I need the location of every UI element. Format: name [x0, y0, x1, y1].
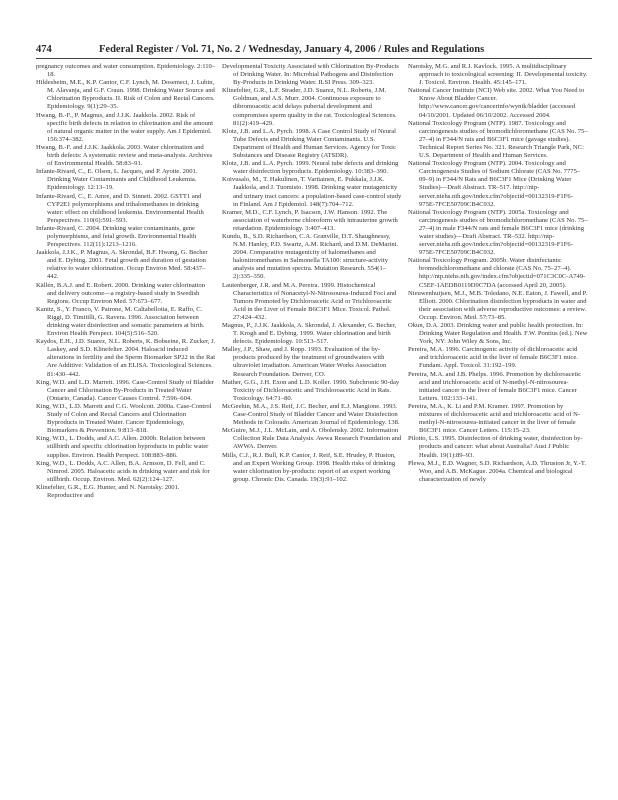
page-header — [36, 44, 591, 58]
reference-entry: Klotz, J.B. and L.A. Pyrch. 1999. Neural tube defects and drinking water disinfection byproducts. Epidemiology. 10:383–390. — [222, 160, 399, 176]
reference-entry: Okun, D.A. 2003. Drinking water and public health protection. In: Drinking Water Regulation and Health. F.W. Pontius (ed.). New York, NY: John Wiley & Sons, Inc. — [408, 322, 588, 346]
reference-entry: pregnancy outcomes and water consumption. Epidemiology. 2:110–18. — [36, 63, 216, 79]
reference-entry: Nieuwenhuijsen, M.J., M.B. Toledano, N.E. Eaton, J. Fawell, and P. Elliott. 2000. Chlorination disinfection byproducts in water and their association with adverse reproductive outcomes: a review. Occup. Environ. Med. 57:73–85. — [408, 289, 588, 321]
reference-entry: Pereira, M.A., K. Li and P.M. Kramer. 1997. Promotion by mixtures of dichloroacetic acid and trichloroacetic acid of N-methyl-N-nitrosourea-initiated cancer in the liver of female B6C3F1 mice. Cancer Letters. 115:15–23. — [408, 402, 581, 435]
reference-entry: Kundu, B., S.D. Richardson, C.A. Granville, D.T. Shaughnessy, N.M. Hanley, P.D. Swartz, A.M. Richard, and D.M. DeMarini. 2004. Comparative mutagenicity of halomethanes and halonitromethanes in Salmonella TA100: structure-activity analysis and mutation spectra. Mutation Research. 554(1–2):335–350. — [222, 232, 399, 281]
header-rule — [36, 58, 592, 59]
reference-entry: Malley, J.P., Shaw, and J. Ropp. 1993. Evaluation of the by-products produced by the treatment of groundwaters with ultraviolet irradiation. American Water Works Association Research Foundation. Denver, CO. — [222, 346, 387, 378]
reference-entry: Mills, C.J., R.J. Bull, K.P. Cantor, J. Reif, S.E. Hrudey, P. Huston, and an Expert Working Group. 1998. Health risks of drinking water chlorination by-products: report of an expert working group. Chronic Dis. Canada. 19(3):91–102. — [222, 451, 396, 483]
reference-entry: Developmental Toxicity Associated with Chlorination By-Products of Drinking Water. In: Microbial Pathogens and Disinfection By-Products in Drinking Water. ILSI Press. 309–323. — [222, 63, 399, 87]
reference-entry: Infante-Rivard, C., E. Olson, L. Jacques, and P. Ayotte. 2001. Drinking Water Contaminants and Childhood Leukemia. Epidemiology. 12:13–19. — [36, 168, 198, 192]
reference-entry: Infante-Rivard, C., E. Amre, and D. Sinnett. 2002. GSTT1 and CYP2E1 polymorphisms and trihalomethanes in drinking water: effect on childhood leukemia. Environmental Health Perspectives. 110(6):591–593. — [36, 192, 204, 224]
reference-entry: National Cancer Institute (NCI) Web site. 2002. What You Need to Know About Bladder Cancer. http://www.cancer.gov/cancerinfo/wyntk/bladder (accessed 04/10/2001. Updated 06/10/2002. Accessed 2004. — [408, 87, 585, 119]
reference-entry: Pilotto, L.S. 1995. Disinfection of drinking water, disinfection by-products and cancer: what about Australia? Aust J Public Health. 19(1):89–93. — [408, 435, 583, 459]
reference-entry: Narotsky, M.G. and R.J. Kavlock. 1995. A multidisciplinary approach to toxicological screening: II. Developmental toxicity. J. Toxicol. Environ. Health. 45:145–171. — [408, 63, 588, 87]
reference-entry: National Toxicology Program (NTP). 2004. Toxicology and Carcinogenesis Studies of Sodium Chlorate (CAS No. 7775–09–9) in F344/N Rats and B6C3F1 Mice (Drinking Water Studies)—Draft Abstract. TR–517. http://ntp-server.niehs.nih.gov/index.cfm?objectid=00132319-F1F6-975E-7FCE50709CB4C932. — [408, 160, 581, 208]
reference-entry: National Toxicology Program. 2005b. Water disinfectants: bromodichloromethane and chlorate (CAS No. 75–27–4). http://ntp.niehs.nih.gov/index.cfm?objectid=071C3C0C-A749-C5EF-1AEDB0119D9C7DA (accessed April 20, 2005). — [408, 257, 586, 289]
reference-entry: McGeehin, M.A., J.S. Reif, J.C. Becher, and E.J. Mangione. 1993. Case-Control Study of Bladder Cancer and Water Disinfection Methods in Colorado. American Journal of Epidemiology. 138. — [222, 402, 400, 427]
reference-entry: King, W.D., L. Dodds, and A.C. Allen. 2000b. Relation between stillbirth and specific chlorination byproducts in public water supplies. Environ. Health Perspect. 108:883–886. — [36, 435, 209, 459]
reference-entry: Hwang, B.-F., P. Magnus, and J.J.K. Jaakkola. 2002. Risk of specific birth defects in relation to chlorination and the amount of natural organic matter in the water supply. Am J Epidemiol. 156:374–382. — [36, 111, 214, 143]
reference-entry: King, W.D., L. Dodds, A.C. Allen, B.A. Armson, D. Fell, and C. Nimrod. 2005. Haloacetic acids in drinking water and risk for stillbirth. Occup. Environ. Med. 62(2):124–127. — [36, 459, 210, 483]
reference-entry: Pereira, M.A. 1996. Carcinogenic activity of dichloroacetic acid and trichloroacetic acid in the liver of female B6C3F1 mice. Fundam. Appl. Toxicol. 31:192–199. — [408, 346, 578, 370]
reference-entry: Källén, B.A.J. and E. Robert. 2000. Drinking water chlorination and delivery outcome—a registry-based study in Swedish Regions. Occup Environ Med. 57:673–677. — [36, 281, 206, 305]
reference-entry: McGuire, M.J., J.L. McLain, and A. Obolensky. 2002. Information Collection Rule Data Analysis. Awwa Research Foundation and AWWA. Denver. — [222, 427, 402, 451]
reference-entry: Lautenberger, J.R. and M.A. Pereira. 1999. Histochemical Characteristics of Nonacetyl-N-Nitrosourea-Induced Foci and Tumors Promoted by Dichloroacetic Acid or Trichloroacetic Acid in the Liver of Female B6C3F1 Mice. Toxicol. Pathol. 27:424–432. — [222, 281, 397, 321]
reference-entry: National Toxicology Program (NTP). 2005a. Toxicology and carcinogenesis studies of bromodichloromethane (CAS No. 75–27–4) in male F344/N rats and female B6C3F1 mice (drinking water studies)—Draft Abstract. TR–532. http://ntp-server.niehs.nih.gov/index.cfm?objectid=00132319-F1F6-975E-7FCE50709CB4C932. — [408, 208, 588, 257]
reference-entry: Pereira, M.A. and J.B. Phelps. 1996. Promotion by dichloroacetic acid and trichloroacetic acid of N-methyl-N-nitrosourea-initiated cancer in the liver of female B6C3F1 mice. Cancer Letters. 102:133–141. — [408, 370, 582, 402]
reference-entry: Plewa, M.J., E.D. Wagner, S.D. Richardson, A.D. Thruston Jr, Y.-T. Woo, and A.B. McKague. 2004a. Chemical and biological characterization of newly — [408, 459, 587, 483]
reference-entry: Kramer, M.D., C.F. Lynch, P. Isacson, J.W. Hanson. 1992. The association of waterborne chloroform with intrauterine growth retardation. Epidemiology. 3:407–413. — [222, 208, 398, 232]
reference-entry: Klinefelter, G.R., L.F. Strader, J.D. Suarez, N.L. Roberts, J.M. Goldman, and A.S. Murr. 2004. Continuous exposure to dibromoacetic acid delays pubertal development and compromises sperm quality in the rat. Toxicological Sciences. 81(2):419–429. — [222, 87, 397, 127]
reference-entry: Hildesheim, M.E., K.P. Cantor, C.F. Lynch, M. Dosemeci, J. Lubin, M. Alavanja, and G.F. Craun. 1998. Drinking Water Source and Chlorination Byproducts. II. Risk of Colon and Rectal Cancers. Epidemiology. 9(1):29–35. — [36, 79, 215, 111]
running-title: Federal Register / Vol. 71, No. 2 / Wednesday, January 4, 2006 / Rules and Regulations — [99, 44, 485, 55]
reference-entry: King, W.D. and L.D. Marrett. 1996. Case-Control Study of Bladder Cancer and Chlorination By-Products in Treated Water (Ontario, Canada). Cancer Causes Control. 7:596–604. — [36, 378, 215, 402]
reference-entry: Koivusalo, M., T. Hakulinen, T. Vartiainen, E. Pukkala, J.J.K. Jaakkola, and J. Tuomisto. 1998. Drinking water mutagenicity and urinary tract cancers: a population-based case-control study in Finland. Am J Epidemiol. 148(7):704–712. — [222, 176, 402, 208]
references-column-1 — [36, 63, 216, 778]
reference-entry: Infante-Rivard, C. 2004. Drinking water contaminants, gene polymorphisms, and fetal growth. Environmental Health Perspectives. 112(11):1213–1216. — [36, 224, 197, 249]
reference-entry: Kaydos, E.H., J.D. Suarez, N.L. Roberts, K. Bobseine, R. Zucker, J. Laskey, and S.D. Klinefelter. 2004. Haloacid induced alterations in fertility and the Sperm Biomarker SP22 in the Rat Are Additive: Validation of an ELISA. Toxicological Sciences. 81:430–442. — [36, 338, 216, 378]
reference-entry: King, W.D., L.D. Marrett and C.G. Woolcott. 2000a. Case-Control Study of Colon and Rectal Cancers and Chlorination Byproducts in Treated Water. Cancer Epidemiology, Biomarkers & Prevention. 9:813–818. — [36, 402, 212, 435]
references-column-3 — [408, 63, 588, 778]
reference-entry: Magnus, P., J.J.K. Jaakkola, A. Skrondal, J. Alexander, G. Becher, T. Krogh and E. Dybing. 1999. Water chlorination and birth defects. Epidemiology. 10:513–517. — [222, 322, 397, 346]
reference-entry: Jaakkola, J.J.K., P. Magnus, A. Skrondal, B.F. Hwang, G. Becher and E. Dybing. 2001. Fetal growth and duration of gestation relative to water chlorination. Occup Environ Med. 58:437–442. — [36, 249, 208, 281]
reference-entry: National Toxicology Program (NTP). 1987. Toxicology and carcinogenesis studies of bromodichloromethane (CAS No. 75–27–4) in F344/N rats and B6C3F1 mice (gavage studies). Technical Report Series No. 321. Research Triangle Park, NC: U.S. Department of Health and Human Services. — [408, 119, 588, 160]
references-column-2 — [222, 63, 402, 778]
reference-entry: Mather, G.G., J.H. Exon and L.D. Koller. 1990. Subchronic 90-day Toxicity of Dichloroacetic and Trichloroacetic Acid in Rats. Toxicology. 64:71–80. — [222, 378, 400, 402]
reference-entry: Kanitz, S., Y. Franco, V. Patrone, M. Caltabellotta, E. Raffo, C. Riggi, D. Timitilli, G. Ravera. 1996. Association between drinking water disinfection and somatic parameters at birth. Environ Health Perspect. 104(5):516–520. — [36, 305, 205, 338]
reference-entry: Klinefelter, G.R., E.G. Hunter, and N. Narotsky. 2001. Reproductive and — [36, 483, 180, 499]
reference-entry: Hwang, B.-F. and J.J.K. Jaakkola. 2003. Water chlorination and birth defects: A systematic review and meta-analysis. Archives of Environmental Health. 58:83–91. — [36, 143, 213, 168]
page-number: 474 — [36, 44, 52, 55]
reference-entry: Klotz, J.B. and L.A. Pyrch. 1998. A Case Control Study of Neural Tube Defects and Drinking Water Contaminants. U.S. Department of Health and Human Services. Agency for Toxic Substances and Disease Registry (ATSDR). — [222, 127, 396, 160]
